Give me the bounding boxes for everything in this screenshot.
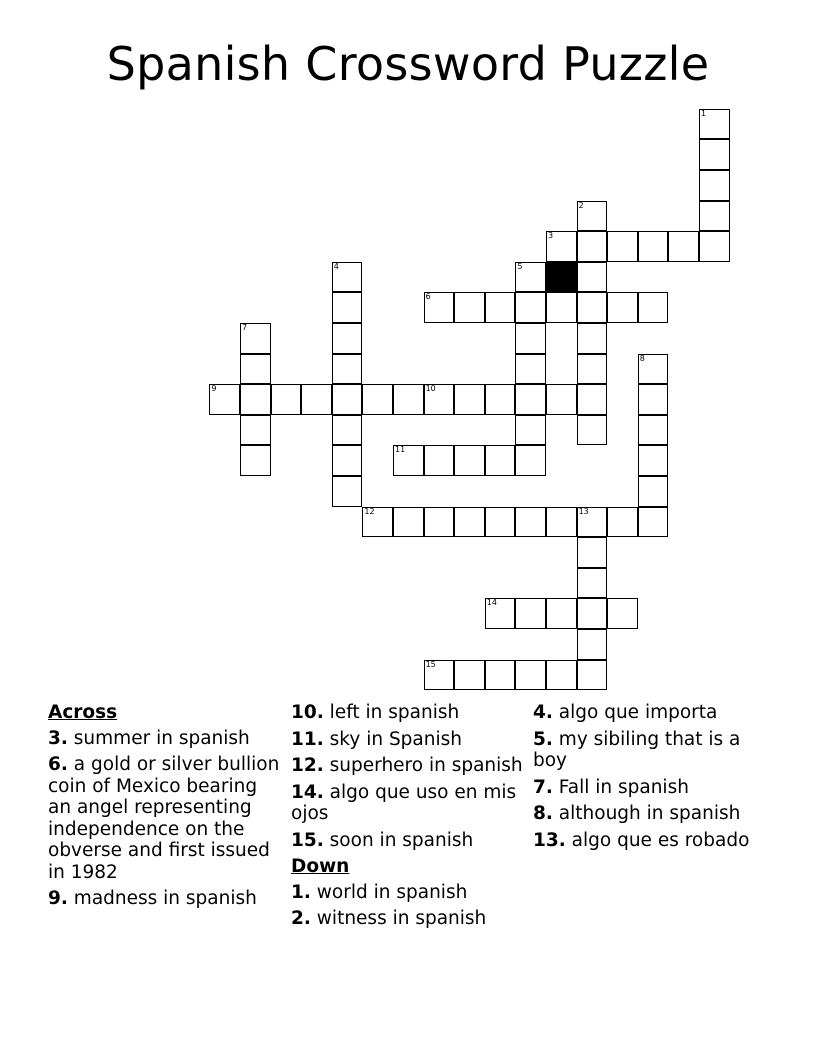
down-heading: Down	[291, 856, 350, 877]
clue-item	[533, 830, 763, 852]
clue-item-number: 13.	[533, 829, 566, 851]
clue-item-text: a gold or silver bullion coin of Mexico bearing an angel representing independence on the obverse and first issued in 1982	[48, 754, 280, 883]
clue-item-number: 4.	[533, 702, 553, 723]
grid-cell[interactable]	[577, 415, 608, 446]
grid-cell[interactable]	[515, 507, 546, 538]
clue-item-number: 5.	[533, 728, 553, 750]
grid-cell[interactable]	[699, 170, 730, 201]
grid-cell[interactable]	[515, 660, 546, 691]
grid-cell[interactable]	[424, 507, 455, 538]
clue-item	[291, 755, 527, 777]
grid-cell[interactable]	[454, 507, 485, 538]
grid-cell[interactable]	[577, 201, 608, 232]
grid-cell[interactable]	[515, 292, 546, 323]
clue-item	[533, 777, 763, 799]
grid-cell[interactable]	[332, 323, 363, 354]
grid-cell[interactable]	[485, 445, 516, 476]
grid-cell[interactable]	[577, 598, 608, 629]
clue-column-1	[48, 702, 284, 915]
grid-cell[interactable]	[424, 384, 455, 415]
grid-cell[interactable]	[240, 415, 271, 446]
clue-item-number: 6.	[48, 754, 68, 775]
grid-cell[interactable]	[424, 292, 455, 323]
grid-cell[interactable]	[485, 660, 516, 691]
across-heading: Across	[48, 702, 118, 723]
clue-number: 4	[333, 261, 339, 271]
grid-cell[interactable]	[699, 109, 730, 140]
clue-item-number: 8.	[533, 803, 553, 824]
grid-cell[interactable]	[332, 384, 363, 415]
grid-cell[interactable]	[577, 354, 608, 385]
clue-item-number: 10.	[291, 702, 324, 723]
clue-item	[533, 803, 763, 825]
grid-cell[interactable]	[577, 660, 608, 691]
clue-number: 7	[242, 323, 248, 332]
clue-number: 13	[578, 506, 589, 516]
clue-item-number: 12.	[291, 755, 324, 776]
clue-item-text: algo que uso en mis ojos	[291, 781, 517, 824]
clue-item	[533, 702, 763, 724]
grid-cell[interactable]	[638, 354, 669, 385]
clue-item-text: superhero in spanish	[329, 755, 523, 776]
clue-number: 14	[486, 598, 497, 608]
grid-cell[interactable]	[454, 660, 485, 691]
grid-cell[interactable]	[699, 139, 730, 170]
grid-cell[interactable]	[393, 507, 424, 538]
grid-cell[interactable]	[332, 262, 363, 293]
grid-cell[interactable]	[454, 445, 485, 476]
grid-cell[interactable]	[332, 476, 363, 507]
grid-cell[interactable]	[362, 507, 393, 538]
grid-cell[interactable]	[577, 323, 608, 354]
grid-cell[interactable]	[638, 415, 669, 446]
grid-cell[interactable]	[515, 262, 546, 293]
grid-cell[interactable]	[638, 384, 669, 415]
clue-item-text: madness in spanish	[73, 888, 257, 909]
clue-item	[291, 882, 527, 904]
clue-item-text: Fall in spanish	[558, 776, 689, 798]
grid-cell[interactable]	[301, 384, 332, 415]
clue-number: 11	[395, 445, 406, 455]
clue-column-2	[291, 702, 527, 935]
clue-item-number: 7.	[533, 776, 553, 798]
clue-column-3	[533, 702, 763, 856]
clue-item	[533, 729, 763, 772]
grid-cell[interactable]	[485, 384, 516, 415]
grid-cell[interactable]	[607, 292, 638, 323]
clue-number: 10	[425, 384, 436, 394]
grid-cell[interactable]	[393, 384, 424, 415]
grid-cell[interactable]	[638, 507, 669, 538]
clue-item-number: 9.	[48, 888, 68, 909]
grid-cell[interactable]	[332, 292, 363, 323]
grid-cell[interactable]	[577, 384, 608, 415]
clue-item	[291, 830, 527, 852]
clue-item-text: my sibiling that is a boy	[533, 728, 741, 771]
grid-cell[interactable]	[271, 384, 302, 415]
grid-cell[interactable]	[668, 231, 699, 262]
grid-cell[interactable]	[393, 445, 424, 476]
clue-item-number: 3.	[48, 727, 68, 749]
clue-item-number: 2.	[291, 908, 311, 929]
clue-number: 8	[639, 353, 645, 363]
black-cell	[546, 262, 577, 293]
clue-item-text: world in spanish	[316, 881, 468, 903]
grid-cell[interactable]	[546, 660, 577, 691]
grid-cell[interactable]	[546, 231, 577, 262]
grid-cell[interactable]	[515, 323, 546, 354]
clue-item-number: 11.	[291, 728, 324, 750]
clue-number: 6	[425, 292, 431, 302]
grid-cell[interactable]	[454, 292, 485, 323]
clue-item-text: summer in spanish	[73, 727, 250, 749]
clue-item-text: algo que importa	[558, 702, 718, 723]
grid-cell[interactable]	[699, 201, 730, 232]
clue-item	[48, 754, 284, 883]
grid-cell[interactable]	[240, 445, 271, 476]
grid-cell[interactable]	[332, 445, 363, 476]
grid-cell[interactable]	[424, 660, 455, 691]
grid-cell[interactable]	[577, 262, 608, 293]
grid-cell[interactable]	[485, 598, 516, 629]
grid-cell[interactable]	[607, 507, 638, 538]
clue-item-text: algo que es robado	[571, 829, 750, 851]
grid-cell[interactable]	[362, 384, 393, 415]
clue-number: 3	[548, 231, 554, 241]
clue-number: 12	[364, 506, 375, 516]
clue-item	[291, 782, 527, 825]
grid-cell[interactable]	[699, 231, 730, 262]
grid-cell[interactable]	[515, 384, 546, 415]
grid-cell[interactable]	[485, 507, 516, 538]
clue-item-number: 14.	[291, 781, 324, 803]
grid-cell[interactable]	[638, 445, 669, 476]
grid-cell[interactable]	[332, 415, 363, 446]
clue-item	[48, 728, 284, 750]
grid-cell[interactable]	[515, 445, 546, 476]
grid-cell[interactable]	[607, 231, 638, 262]
clue-item-text: although in spanish	[558, 803, 741, 824]
grid-cell[interactable]	[577, 537, 608, 568]
grid-cell[interactable]	[546, 507, 577, 538]
grid-cell[interactable]	[240, 323, 271, 354]
clue-item-number: 15.	[291, 829, 324, 851]
grid-cell[interactable]	[546, 598, 577, 629]
clue-item-text: sky in Spanish	[329, 728, 462, 750]
clue-number: 15	[425, 659, 436, 669]
grid-cell[interactable]	[638, 476, 669, 507]
clue-item	[291, 729, 527, 751]
grid-cell[interactable]	[485, 292, 516, 323]
clue-number: 9	[211, 384, 217, 394]
grid-cell[interactable]	[577, 292, 608, 323]
grid-cell[interactable]	[546, 292, 577, 323]
clue-item	[291, 908, 527, 930]
grid-cell[interactable]	[240, 384, 271, 415]
grid-cell[interactable]	[577, 629, 608, 660]
clue-item-text: soon in spanish	[329, 829, 474, 851]
clue-number: 2	[578, 200, 584, 210]
grid-cell[interactable]	[515, 598, 546, 629]
clue-item-text: left in spanish	[329, 702, 460, 723]
grid-cell[interactable]	[638, 292, 669, 323]
clue-item	[48, 888, 284, 910]
clue-number: 5	[517, 261, 523, 271]
grid-cell[interactable]	[638, 231, 669, 262]
grid-cell[interactable]	[577, 231, 608, 262]
grid-cell[interactable]	[577, 568, 608, 599]
clue-item-text: witness in spanish	[316, 908, 487, 929]
clue-item-number: 1.	[291, 881, 311, 903]
page-title: Spanish Crossword Puzzle	[106, 37, 710, 91]
clue-number: 1	[701, 108, 707, 118]
grid-cell[interactable]	[332, 354, 363, 385]
grid-cell[interactable]	[607, 598, 638, 629]
grid-cell[interactable]	[546, 384, 577, 415]
grid-cell[interactable]	[454, 384, 485, 415]
grid-cell[interactable]	[577, 507, 608, 538]
clue-item	[291, 702, 527, 724]
grid-cell[interactable]	[209, 384, 240, 415]
grid-cell[interactable]	[515, 415, 546, 446]
grid-cell[interactable]	[424, 445, 455, 476]
grid-cell[interactable]	[240, 354, 271, 385]
grid-cell[interactable]	[515, 354, 546, 385]
